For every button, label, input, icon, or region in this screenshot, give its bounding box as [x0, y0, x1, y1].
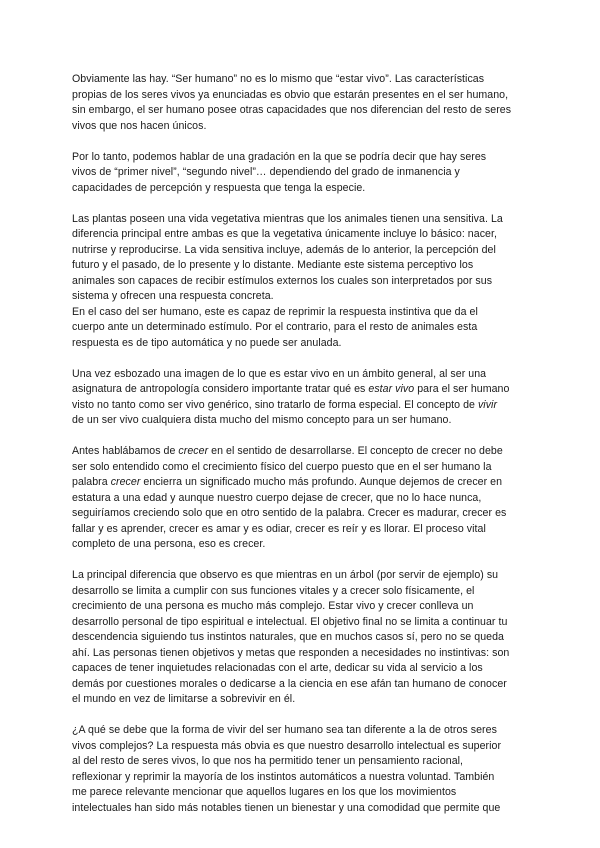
text-line: crecimiento de una persona es mucho más complejo. Estar vivo y crecer conlleva un: [72, 600, 474, 612]
text-line: Obviamente las hay. “Ser humano” no es lo mismo que “estar vivo”. Las características: [72, 73, 485, 85]
text-run: palabra: [72, 476, 111, 488]
text-run: encierra un significado mucho más profundo. Aunque dejemos de crecer en: [140, 476, 503, 488]
text-line: demás por cuestiones morales o dedicarse a la ciencia en ese afán tan humano de conocer: [72, 677, 507, 690]
text-line: completo de una persona, eso es crecer.: [72, 538, 266, 550]
text-line: La principal diferencia que observo es que mientras en un árbol (por servir de ejemplo) su: [72, 569, 499, 581]
paragraph-6: [72, 444, 522, 553]
text-line: cuerpo ante un determinado estímulo. Por el contrario, para el resto de animales esta: [72, 321, 478, 333]
text-run: en el sentido de desarrollarse. El concepto de crecer no debe: [208, 445, 503, 457]
emphasis-crecer: crecer: [178, 445, 209, 457]
document-body: [72, 72, 522, 816]
text-line: ser solo entendido como el crecimiento físico del cuerpo puesto que en el ser humano la: [72, 460, 492, 473]
text-line: respuesta es de tipo automática y no puede ser anulada.: [72, 336, 342, 349]
paragraph-7: [72, 568, 522, 708]
text-run: Antes hablábamos de: [72, 445, 179, 457]
text-run: asignatura de antropología considero importante tratar qué es: [72, 383, 369, 395]
text-line: nutrirse y reproducirse. La vida sensitiva incluye, además de lo anterior, la percepción del: [72, 243, 496, 256]
text-line: [72, 382, 522, 398]
paragraph-5: [72, 367, 522, 429]
text-line: animales son capaces de recibir estímulos externos los cuales son interpretados por sus: [72, 274, 493, 287]
text-line: vivos complejos? La respuesta más obvia es que nuestro desarrollo intelectual es superior: [72, 739, 502, 752]
text-line: desarrollo se limita a cumplir con sus funciones vitales y a crecer solo físicamente, el: [72, 584, 475, 597]
text-run: visto no tanto como ser vivo genérico, sino tratarlo de forma especial. El concepto de: [72, 398, 478, 411]
text-line: sistema y ofrecen una respuesta concreta.: [72, 290, 274, 302]
text-line: [72, 398, 522, 414]
text-line: fallar y es aprender, crecer es amar y es odiar, crecer es reír y es llorar. El proceso vital: [72, 522, 486, 535]
text-line: Por lo tanto, podemos hablar de una gradación en la que se podría decir que hay seres: [72, 150, 487, 163]
text-line: de un ser vivo cualquiera dista mucho del mismo concepto para un ser humano.: [72, 414, 452, 426]
text-line: al del resto de seres vivos, lo que nos ha permitido tener un pensamiento racional,: [72, 755, 464, 767]
text-line: estatura a una edad y aunque nuestro cuerpo dejase de crecer, que no lo hace nunca,: [72, 491, 482, 504]
paragraph-1: [72, 72, 522, 134]
text-line: [72, 444, 522, 460]
text-line: ahí. Las personas tienen objetivos y metas que responden a necesidades no instintivas: son: [72, 646, 510, 659]
text-line: reflexionar y reprimir la mayoría de los instintos automáticos a nuestra voluntad. También: [72, 770, 495, 783]
text-line: capaces de tener inquietudes relacionadas con el arte, dedicar su vida al servicio a los: [72, 662, 483, 674]
text-line: sin embargo, el ser humano posee otras capacidades que nos diferencian del resto de seres: [72, 104, 512, 116]
text-line: diferencia principal entre ambas es que la vegetativa únicamente incluye lo básico: nacer,: [72, 228, 497, 240]
text-line: el mundo en vez de limitarse a sobrevivir en él.: [72, 693, 296, 705]
text-run: para el ser humano: [414, 383, 510, 395]
text-line: descendencia siguiendo tus instintos naturales, que en muchos casos sí, pero no se queda: [72, 631, 504, 643]
text-line: Una vez esbozado una imagen de lo que es estar vivo en un ámbito general, al ser una: [72, 367, 487, 380]
text-line: capacidades de percepción y respuesta que tenga la especie.: [72, 181, 366, 194]
text-line: seguiríamos creciendo solo que en otro sentido de la palabra. Crecer es madurar, crecer es: [72, 507, 507, 519]
paragraph-4: [72, 305, 522, 352]
text-line: ¿A qué se debe que la forma de vivir del ser humano sea tan diferente a la de otros seres: [72, 724, 497, 736]
text-line: vivos de “primer nivel”, “segundo nivel”… dependiendo del grado de inmanencia y: [72, 166, 460, 178]
emphasis-vivir: vivir: [477, 398, 498, 411]
text-line: En el caso del ser humano, este es capaz de reprimir la respuesta instintiva que da el: [72, 305, 478, 318]
text-line: Las plantas poseen una vida vegetativa mientras que los animales tienen una sensitiva. La: [72, 212, 503, 225]
text-line: vivos que nos hacen únicos.: [72, 119, 207, 132]
text-line: propias de los seres vivos ya enunciadas es obvio que estarán presentes en el ser humano,: [72, 88, 509, 101]
emphasis-crecer: crecer: [110, 476, 141, 488]
text-line: me parece relevante mencionar que aquellos lugares en los que los movimientos: [72, 786, 457, 798]
paragraph-2: [72, 150, 522, 197]
text-line: intelectuales han sido más notables tienen un bienestar y una comodidad que permite que: [72, 801, 501, 814]
text-line: [72, 475, 522, 491]
paragraph-8: [72, 723, 522, 816]
text-line: desarrollo personal de tipo espiritual e intelectual. El objetivo final no se limita a continuar tu: [72, 615, 508, 628]
text-line: futuro y el pasado, de lo presente y lo distante. Mediante este sistema perceptivo los: [72, 259, 474, 271]
emphasis-estar-vivo: estar vivo: [368, 383, 415, 395]
paragraph-3: [72, 212, 522, 305]
